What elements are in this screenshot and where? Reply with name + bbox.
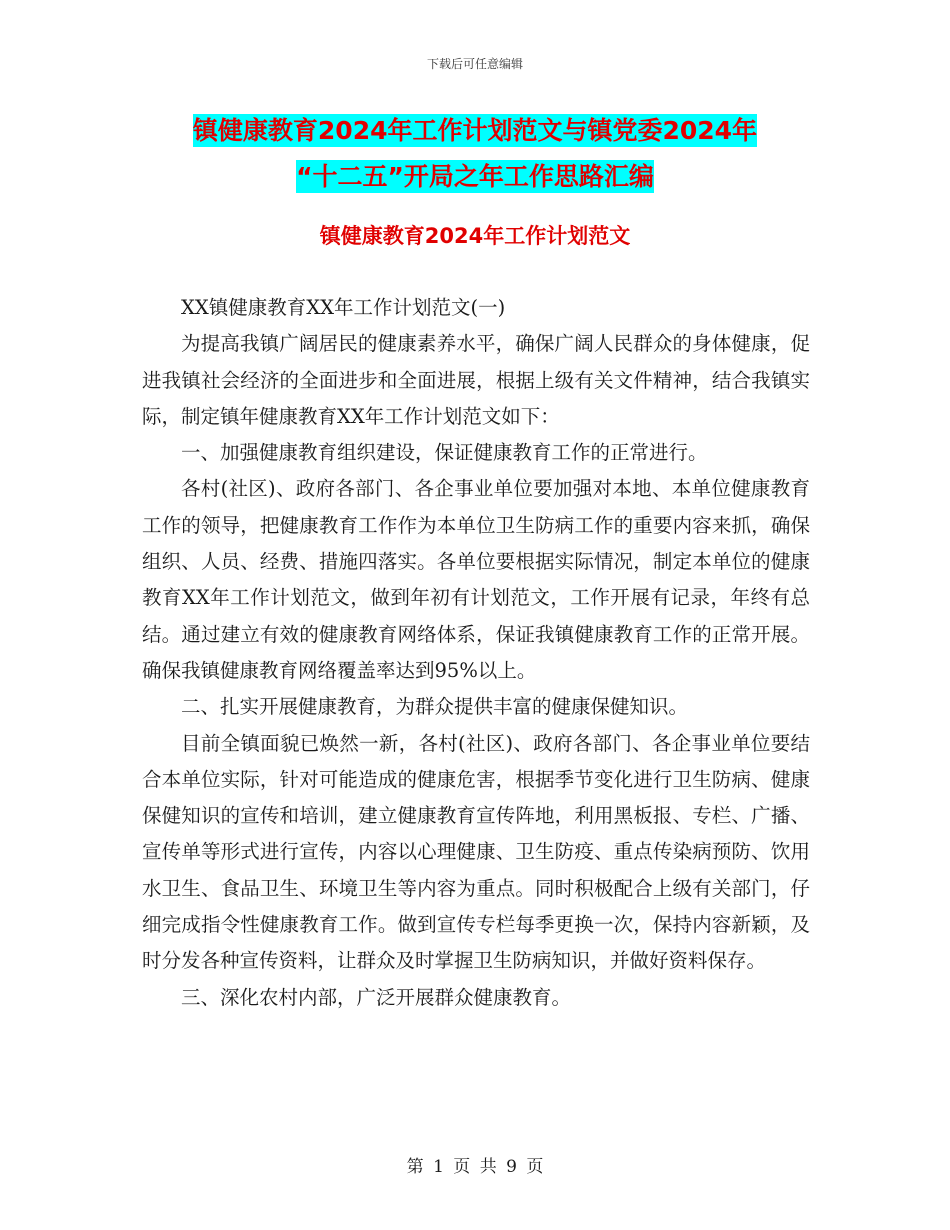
- header-note: 下载后可任意编辑: [426, 57, 523, 71]
- paragraph: XX镇健康教育XX年工作计划范文(一): [181, 296, 506, 319]
- paragraph: 为提高我镇广阔居民的健康素养水平，确保广阔人民群众的身体健康，促进我镇社会经济的全面进步和全面进展，根据上级有关文件精神，结合我镇实际，制定镇年健康教育XX年工作计划范文如下：: [142, 332, 810, 428]
- section-title: 镇健康教育2024年工作计划范文: [319, 224, 631, 248]
- document-title-line-1: 镇健康教育2024年工作计划范文与镇党委2024年: [192, 116, 758, 145]
- paragraph: 二、扎实开展健康教育，为群众提供丰富的健康保健知识。: [181, 695, 689, 719]
- page-number: 第 1 页 共 9 页: [406, 1157, 544, 1177]
- paragraph: 一、加强健康教育组织建设，保证健康教育工作的正常进行。: [181, 441, 708, 465]
- paragraph: 目前全镇面貌已焕然一新，各村(社区)、政府各部门、各企事业单位要结合本单位实际，针对可能造成的健康危害，根据季节变化进行卫生防病、健康保健知识的宣传和培训，建立健康教育宣传阵地，利用黑板报、专栏、广播、宣传单等形式进行宣传，内容以心理健康、卫生防疫、重点传染病预防、饮用水卫生、食品卫生、环境卫生等内容为重点。同时积极配合上级有关部门，仔细完成指令性健康教育工作。做到宣传专栏每季更换一次，保持内容新颖，及时分发各种宣传资料，让群众及时掌握卫生防病知识，并做好资料保存。: [142, 731, 810, 973]
- document-title-line-2: “十二五”开局之年工作思路汇编: [296, 162, 654, 191]
- paragraph: 三、深化农村内部，广泛开展群众健康教育。: [181, 985, 572, 1009]
- document-title: [0, 108, 950, 200]
- document-body: [142, 290, 810, 1016]
- paragraph: 各村(社区)、政府各部门、各企事业单位要加强对本地、本单位健康教育工作的领导，把健康教育工作作为本单位卫生防病工作的重要内容来抓，确保组织、人员、经费、措施四落实。各单位要根据实际情况，制定本单位的健康教育XX年工作计划范文，做到年初有计划范文，工作开展有记录，年终有总结。通过建立有效的健康教育网络体系，保证我镇健康教育工作的正常开展。确保我镇健康教育网络覆盖率达到95%以上。: [142, 477, 810, 682]
